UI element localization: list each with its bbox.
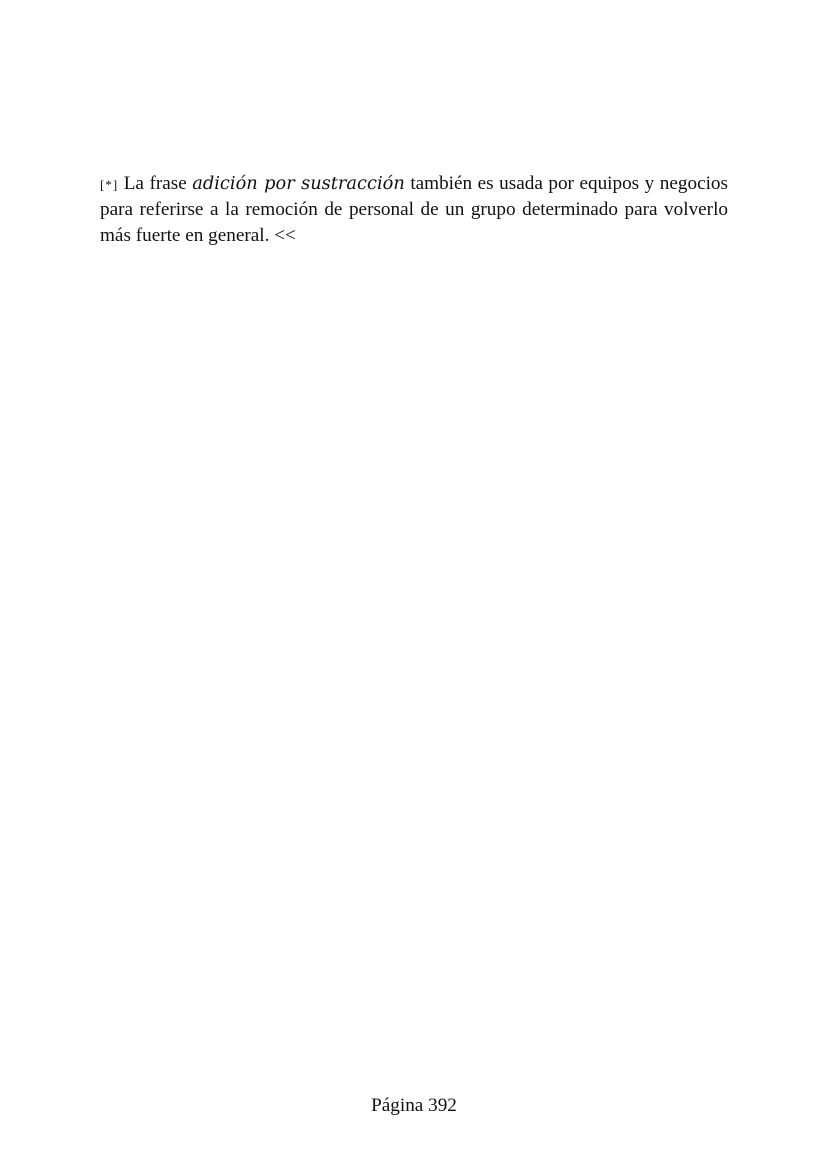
footnote-marker-link[interactable] (100, 173, 118, 194)
footnote-text-after: también es usada por equipos y negocios para referirse a la remoción de personal de un grupo determinado para volverlo más fuerte en general. (100, 173, 728, 246)
footnote-back-link[interactable]: << (274, 225, 296, 246)
footnote-text-before: La frase (118, 173, 193, 194)
footnote-emphasis: adición por sustracción (192, 173, 405, 194)
footnote-paragraph (100, 171, 728, 249)
footnote-marker: [*] (100, 177, 119, 192)
page-number: Página 392 (371, 1095, 457, 1116)
